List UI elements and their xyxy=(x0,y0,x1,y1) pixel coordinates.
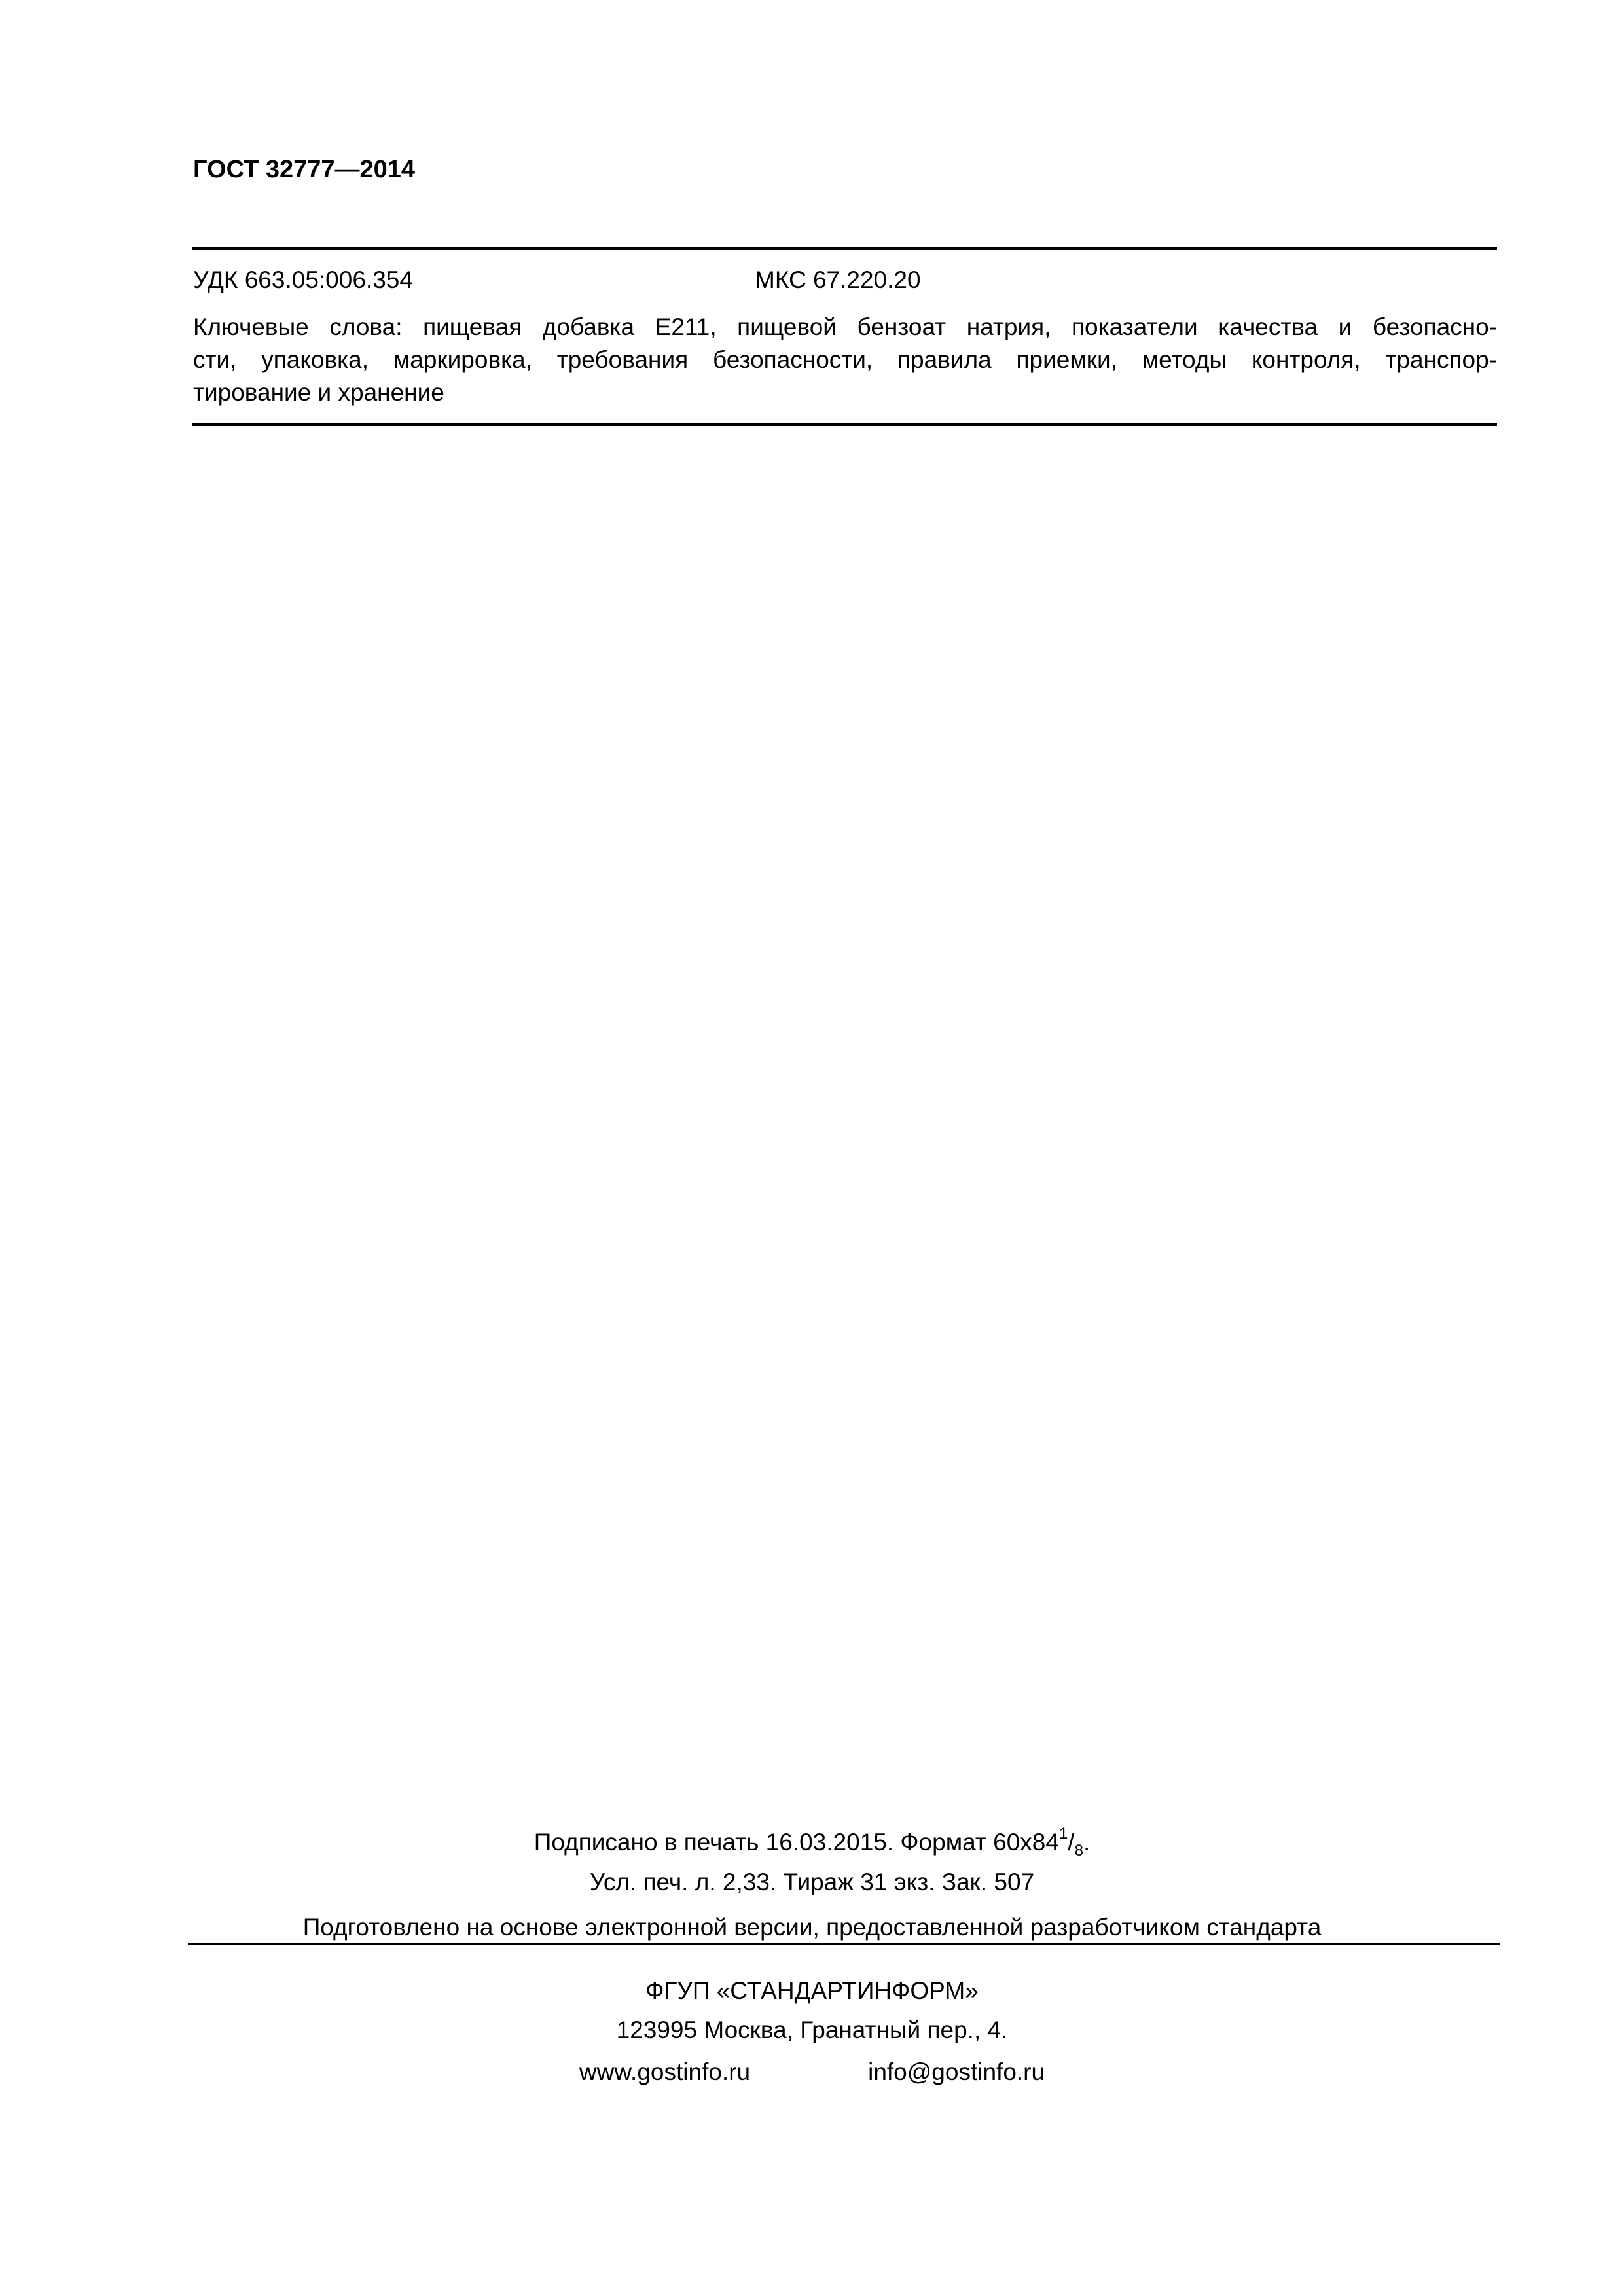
keywords-line: тирование и хранение xyxy=(193,379,444,406)
email-link[interactable]: info@gostinfo.ru xyxy=(868,2058,1045,2085)
mks-code: МКС 67.220.20 xyxy=(755,266,921,293)
keywords-line: сти, упаковка, маркировка, требования безопасности, правила приемки, методы контроля, транспор- xyxy=(193,346,1497,373)
top-divider xyxy=(192,247,1497,250)
publisher-contacts xyxy=(0,2056,1624,2089)
signed-to-print-text: Подписано в печать 16.03.2015. Формат 60x84 xyxy=(533,1829,1059,1856)
udk-code: УДК 663.05:006.354 xyxy=(193,266,413,293)
publisher-address: 123995 Москва, Гранатный пер., 4. xyxy=(616,2017,1008,2043)
publisher-name: ФГУП «СТАНДАРТИНФОРМ» xyxy=(645,1977,979,2004)
footer-divider xyxy=(188,1943,1500,1945)
signed-to-print-line xyxy=(0,1818,1624,1867)
format-separator: / xyxy=(1068,1829,1075,1856)
website-link[interactable]: www.gostinfo.ru xyxy=(579,2058,751,2085)
format-suffix: . xyxy=(1083,1829,1091,1856)
print-info-line: Усл. печ. л. 2,33. Тираж 31 экз. Зак. 507 xyxy=(589,1869,1035,1895)
prepared-note: Подготовлено на основе электронной версии, предоставленной разработчиком стандарта xyxy=(302,1914,1322,1941)
format-denominator: 8 xyxy=(1074,1842,1083,1859)
keywords-block xyxy=(193,311,1497,409)
keywords-divider xyxy=(192,423,1497,426)
keywords-line: Ключевые слова: пищевая добавка Е211, пищевой бензоат натрия, показатели качества и безопасно- xyxy=(193,314,1497,340)
format-numerator: 1 xyxy=(1058,1825,1068,1842)
document-code: ГОСТ 32777—2014 xyxy=(193,156,416,183)
